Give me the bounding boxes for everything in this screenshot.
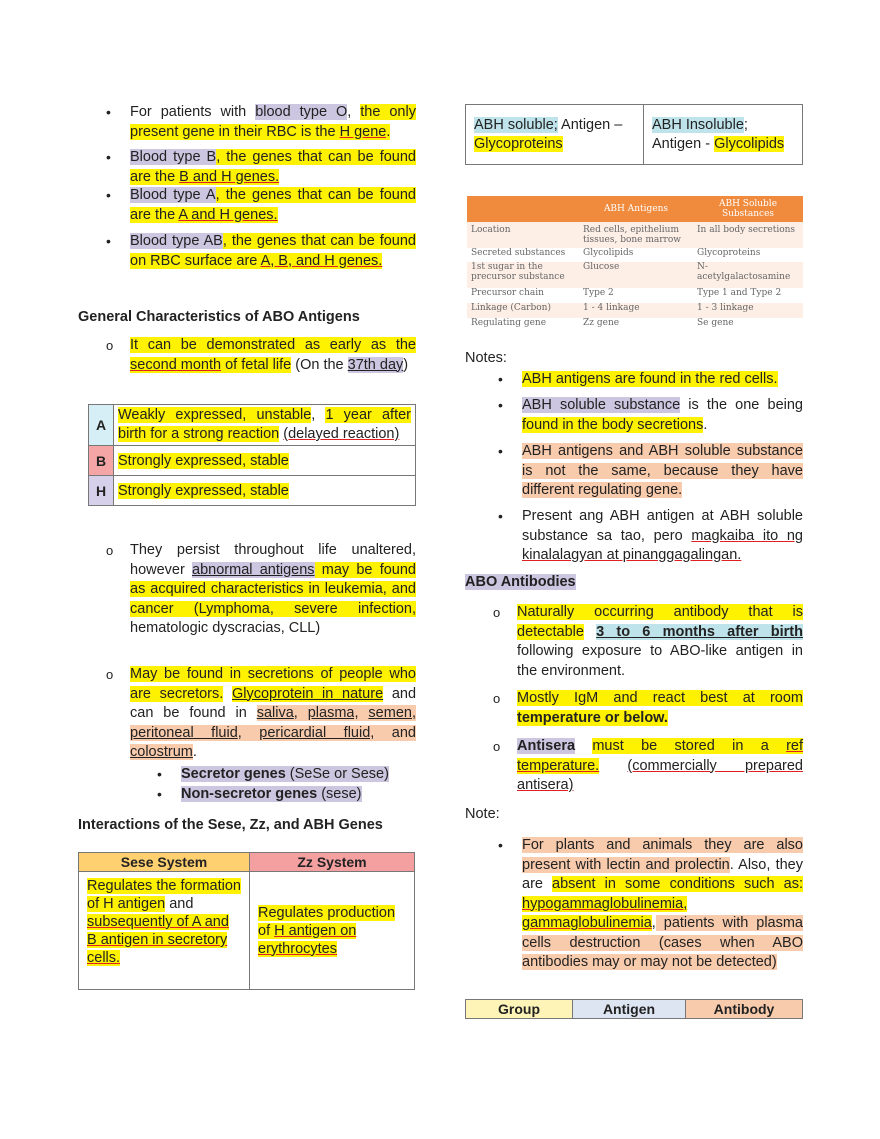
ab-item-antisera: o Antisera must be stored in a ref temperature. (commercially prepared antisera)	[517, 737, 803, 796]
img-header-0	[467, 196, 579, 222]
table-row: Precursor chain Type 2 Type 1 and Type 2	[467, 288, 803, 303]
note-item-plants: • For plants and animals they are also present with lectin and prolectin. Also, they are absent in some conditions such as: hypogammaglobulinemia, gammaglobulinemia, patients with plasma cells destruction (cases when ABO antibodies may or may not be detected)	[522, 836, 803, 973]
abh-expression-table	[88, 404, 416, 506]
note-item-not-same: • ABH antigens and ABH soluble substance is not the same, because they have different regulating gene.	[522, 442, 803, 501]
cell-abh-soluble: ABH soluble; Antigen – Glycoproteins	[466, 105, 644, 165]
table-row: Secreted substances Glycolipids Glycoproteins	[467, 248, 803, 262]
gen-item-persist: o They persist throughout life unaltered, however abnormal antigens may be found as acquired characteristics in leukemia, and cancer (Lymphoma, severe infection, hematologic dyscracias, CLL)	[130, 541, 416, 639]
sese-zz-table	[78, 852, 415, 990]
cell-zz: Regulates production of H antigen on erythrocytes	[250, 872, 415, 990]
header-group: Group	[466, 1000, 573, 1019]
table-row	[466, 1000, 803, 1019]
cell-abh-insoluble: ABH Insoluble; Antigen - Glycolipids	[644, 105, 803, 165]
note-label: Note:	[465, 806, 500, 822]
abh-comparison-image-table	[467, 196, 803, 332]
table-row	[79, 853, 415, 872]
secretor-genes-item: • Secretor genes (SeSe or Sese)	[181, 766, 421, 782]
img-header-1: ABH Antigens	[603, 204, 669, 214]
note-item-present: • Present ang ABH antigen at ABH soluble substance sa tao, pero magkaiba ito ng kinalalagyan at pinanggagalingan.	[522, 507, 803, 566]
bullet-type-o: • For patients with blood type O, the only present gene in their RBC is the H gene.	[130, 103, 416, 142]
header-antigen: Antigen	[573, 1000, 686, 1019]
gen-item-fetal: o It can be demonstrated as early as the second month of fetal life (On the 37th day)	[130, 336, 416, 375]
section-heading-interactions: Interactions of the Sese, Zz, and ABH Genes	[78, 817, 383, 833]
table-row	[89, 446, 416, 476]
letter-cell-h: H	[89, 476, 114, 506]
group-antigen-antibody-table	[465, 999, 803, 1019]
cell-sese: Regulates the formation of H antigen and subsequently of A and B antigen in secretory cells.	[79, 872, 250, 990]
bullet-type-a: • Blood type A, the genes that can be found are the A and H genes.	[130, 186, 416, 225]
table-row: Location Red cells, epithelium tissues, bone marrow In all body secretions	[467, 222, 803, 248]
section-heading-general: General Characteristics of ABO Antigens	[78, 309, 360, 325]
ab-item-naturally: o Naturally occurring antibody that is detectable 3 to 6 months after birth following exposure to ABO-like antigen in the environment.	[517, 603, 803, 681]
header-antibody: Antibody	[686, 1000, 803, 1019]
section-heading-antibodies: ABO Antibodies	[465, 574, 576, 590]
table-row: Regulating gene Zz gene Se gene	[467, 318, 803, 332]
notes-label: Notes:	[465, 350, 507, 366]
letter-cell-b: B	[89, 446, 114, 476]
desc-cell-a: Weakly expressed, unstable, 1 year after birth for a strong reaction (delayed reaction)	[114, 405, 416, 446]
desc-cell-b: Strongly expressed, stable	[114, 446, 416, 476]
table-row: 1st sugar in the precursor substance Glucose N-acetylgalactosamine	[467, 262, 803, 288]
table-row	[467, 196, 803, 222]
letter-cell-a: A	[89, 405, 114, 446]
bullet-type-b: • Blood type B, the genes that can be found are the B and H genes.	[130, 148, 416, 187]
table-row: Linkage (Carbon) 1 - 4 linkage 1 - 3 linkage	[467, 303, 803, 318]
header-sese: Sese System	[79, 853, 250, 872]
header-zz: Zz System	[250, 853, 415, 872]
table-row	[89, 476, 416, 506]
table-row	[466, 105, 803, 165]
gen-item-secretions: o May be found in secretions of people who are secretors. Glycoprotein in nature and can be found in saliva, plasma, semen, peritoneal fluid, pericardial fluid, and colostrum.	[130, 665, 416, 763]
table-row	[89, 405, 416, 446]
table-row	[79, 872, 415, 990]
ab-item-igm: o Mostly IgM and react best at room temperature or below.	[517, 689, 803, 728]
note-item-red-cells: • ABH antigens are found in the red cells.	[522, 370, 803, 390]
desc-cell-h: Strongly expressed, stable	[114, 476, 416, 506]
abh-solubility-table	[465, 104, 803, 165]
note-item-soluble: • ABH soluble substance is the one being found in the body secretions.	[522, 396, 803, 435]
img-header-2: ABH Soluble Substances	[718, 199, 778, 219]
bullet-type-ab: • Blood type AB, the genes that can be found on RBC surface are A, B, and H genes.	[130, 232, 416, 271]
non-secretor-genes-item: • Non-secretor genes (sese)	[181, 786, 421, 802]
